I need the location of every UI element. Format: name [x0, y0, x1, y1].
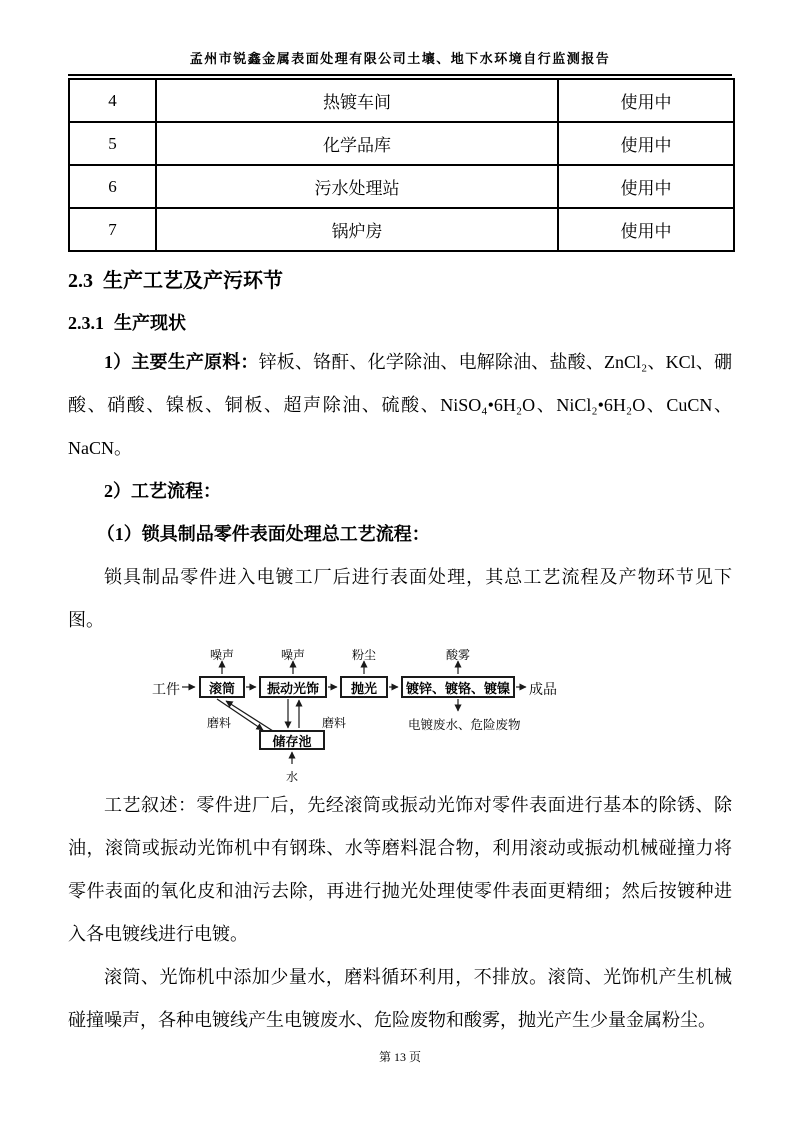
paragraph-lock-process-heading [68, 513, 732, 556]
label-dust: 粉尘 [351, 648, 377, 662]
cell-status: 使用中 [558, 208, 734, 251]
document-title: 孟州市锐鑫金属表面处理有限公司土壤、地下水环境自行监测报告 [189, 51, 611, 66]
paragraph-intro-flow: 锁具制品零件进入电镀工厂后进行表面处理，其总工艺流程及产物环节见下图。 [68, 567, 732, 630]
paragraph-raw-materials [68, 341, 732, 470]
section-heading-2-3-1 [68, 309, 732, 335]
paragraph-process-flow-heading [68, 470, 732, 513]
label-water: 水 [285, 770, 299, 784]
label-workpiece-input: 工件 [152, 683, 180, 698]
section-number: 2.3 [68, 270, 93, 292]
cell-facility-name: 热镀车间 [156, 79, 558, 122]
label-noise-vibration: 噪声 [280, 648, 306, 662]
box-vibration-polish: 振动光饰 [259, 676, 327, 698]
cell-status: 使用中 [558, 165, 734, 208]
label-noise-roller: 噪声 [209, 648, 235, 662]
cell-row-number: 4 [69, 79, 156, 122]
paragraph-lead-bold: 2）工艺流程： [104, 481, 221, 501]
process-flow-diagram [68, 644, 732, 784]
box-polishing: 抛光 [340, 676, 388, 698]
label-acid-mist: 酸雾 [445, 648, 471, 662]
section-number: 2.3.1 [68, 313, 104, 333]
cell-row-number: 7 [69, 208, 156, 251]
section-title-text: 生产工艺及产污环节 [103, 270, 283, 292]
section-heading-2-3 [68, 264, 732, 293]
diagram-arrows [68, 644, 732, 784]
label-abrasive-left: 磨料 [207, 716, 232, 730]
label-abrasive-right: 磨料 [322, 716, 347, 730]
cell-status: 使用中 [558, 122, 734, 165]
facility-status-table [68, 78, 735, 252]
paragraph-lead-bold: 1）主要生产原料： [104, 352, 259, 372]
table-row [69, 122, 734, 165]
paragraph-emissions-summary: 滚筒、光饰机中添加少量水，磨料循环利用，不排放。滚筒、光饰机产生机械碰撞噪声，各种电镀线产生电镀废水、危险废物和酸雾，抛光产生少量金属粉尘。 [68, 967, 732, 1030]
table-row [69, 208, 734, 251]
paragraph-process-description: 工艺叙述：零件进厂后，先经滚筒或振动光饰对零件表面进行基本的除锈、除油，滚筒或振动光饰机中有钢珠、水等磨料混合物，利用滚动或振动机械碰撞力将零件表面的氧化皮和油污去除，再进行抛光处理使零件表面更精细；然后按镀种进入各电镀线进行电镀。 [68, 795, 732, 944]
cell-facility-name: 化学品库 [156, 122, 558, 165]
box-plating-lines: 镀锌、镀铬、镀镍 [401, 676, 515, 698]
cell-status: 使用中 [558, 79, 734, 122]
header-rule [68, 74, 732, 76]
table-row [69, 165, 734, 208]
table-row [69, 79, 734, 122]
label-plating-waste: 电镀废水、危险废物 [408, 718, 521, 732]
box-roller: 滚筒 [199, 676, 245, 698]
cell-row-number: 5 [69, 122, 156, 165]
label-finished-product: 成品 [529, 683, 557, 698]
page-number: 第 13 页 [378, 1050, 421, 1064]
paragraph-text: 锌板、铬酐、化学除油、电解除油、盐酸、ZnCl₂、KCl、硼酸、硝酸、镍板、铜板、超声除油、硫酸、NiSO₄•6H₂O、NiCl₂•6H₂O、CuCN、NaCN。 [68, 352, 733, 458]
box-storage-pool: 储存池 [259, 730, 325, 750]
cell-facility-name: 污水处理站 [156, 165, 558, 208]
cell-row-number: 6 [69, 165, 156, 208]
section-title-text: 生产现状 [114, 313, 186, 333]
paragraph-lead-bold: （1）锁具制品零件表面处理总工艺流程： [96, 524, 430, 544]
cell-facility-name: 锅炉房 [156, 208, 558, 251]
document-header [68, 48, 732, 76]
